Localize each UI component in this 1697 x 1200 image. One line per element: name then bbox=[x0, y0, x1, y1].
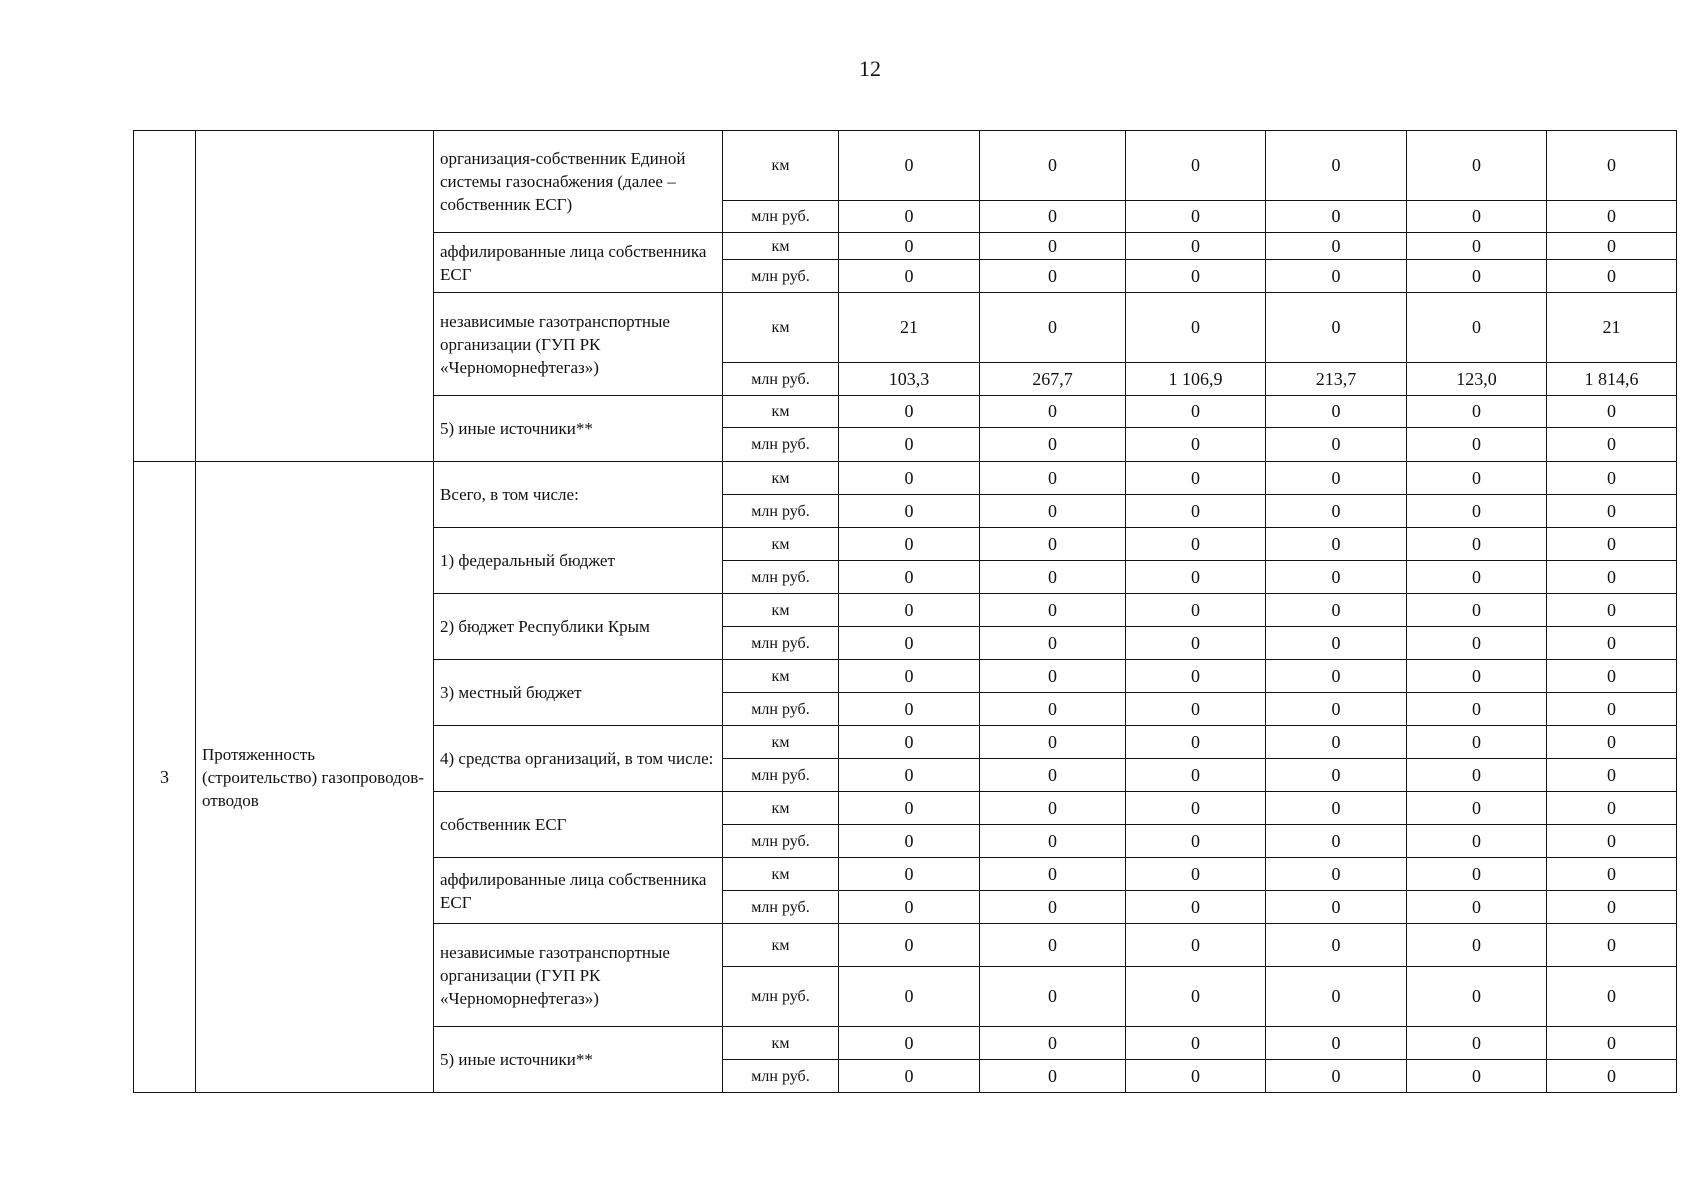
value-cell: 0 bbox=[1126, 660, 1266, 693]
unit-km: км bbox=[723, 396, 839, 428]
value-cell: 0 bbox=[1126, 858, 1266, 891]
unit-mln-rub: млн руб. bbox=[723, 495, 839, 528]
value-cell: 0 bbox=[1547, 891, 1677, 924]
value-cell: 0 bbox=[1547, 1027, 1677, 1060]
unit-mln-rub: млн руб. bbox=[723, 561, 839, 594]
value-cell: 0 bbox=[1266, 693, 1407, 726]
value-cell: 0 bbox=[1547, 462, 1677, 495]
value-cell: 0 bbox=[1126, 396, 1266, 428]
value-cell: 0 bbox=[1547, 131, 1677, 201]
value-cell: 0 bbox=[980, 1027, 1126, 1060]
unit-mln-rub: млн руб. bbox=[723, 201, 839, 233]
value-cell: 0 bbox=[839, 726, 980, 759]
source-label: 4) средства организаций, в том числе: bbox=[434, 726, 723, 792]
value-cell: 0 bbox=[1126, 131, 1266, 201]
value-cell: 0 bbox=[839, 260, 980, 293]
value-cell: 0 bbox=[1126, 627, 1266, 660]
value-cell: 0 bbox=[980, 759, 1126, 792]
value-cell: 0 bbox=[839, 627, 980, 660]
value-cell: 0 bbox=[1407, 825, 1547, 858]
value-cell: 0 bbox=[1126, 726, 1266, 759]
value-cell: 1 106,9 bbox=[1126, 363, 1266, 396]
value-cell: 0 bbox=[1266, 201, 1407, 233]
value-cell: 0 bbox=[1126, 428, 1266, 462]
value-cell: 0 bbox=[1547, 528, 1677, 561]
value-cell: 0 bbox=[1266, 891, 1407, 924]
value-cell: 0 bbox=[1266, 594, 1407, 627]
value-cell: 0 bbox=[839, 1060, 980, 1093]
unit-km: км bbox=[723, 726, 839, 759]
value-cell: 0 bbox=[1126, 759, 1266, 792]
unit-mln-rub: млн руб. bbox=[723, 627, 839, 660]
value-cell: 0 bbox=[1126, 825, 1266, 858]
unit-km: км bbox=[723, 1027, 839, 1060]
value-cell: 0 bbox=[1407, 594, 1547, 627]
value-cell: 0 bbox=[1407, 693, 1547, 726]
unit-mln-rub: млн руб. bbox=[723, 363, 839, 396]
value-cell: 0 bbox=[1126, 561, 1266, 594]
unit-mln-rub: млн руб. bbox=[723, 759, 839, 792]
value-cell: 0 bbox=[839, 891, 980, 924]
value-cell: 0 bbox=[1547, 260, 1677, 293]
unit-km: км bbox=[723, 462, 839, 495]
value-cell: 0 bbox=[980, 233, 1126, 260]
value-cell: 0 bbox=[980, 201, 1126, 233]
indicator-name bbox=[196, 131, 434, 462]
value-cell: 0 bbox=[1266, 428, 1407, 462]
value-cell: 0 bbox=[1407, 293, 1547, 363]
value-cell: 0 bbox=[1126, 1027, 1266, 1060]
value-cell: 0 bbox=[980, 858, 1126, 891]
value-cell: 0 bbox=[1266, 1060, 1407, 1093]
value-cell: 0 bbox=[1126, 792, 1266, 825]
value-cell: 0 bbox=[980, 967, 1126, 1027]
value-cell: 0 bbox=[1126, 693, 1266, 726]
value-cell: 0 bbox=[839, 561, 980, 594]
unit-km: км bbox=[723, 924, 839, 967]
value-cell: 0 bbox=[1266, 660, 1407, 693]
table-row bbox=[134, 131, 1677, 201]
source-label: организация-собственник Единой системы газоснабжения (далее – собственник ЕСГ) bbox=[434, 131, 723, 233]
source-label: 5) иные источники** bbox=[434, 1027, 723, 1093]
value-cell: 0 bbox=[1547, 858, 1677, 891]
unit-km: км bbox=[723, 233, 839, 260]
value-cell: 0 bbox=[1266, 260, 1407, 293]
value-cell: 0 bbox=[1266, 858, 1407, 891]
value-cell: 0 bbox=[980, 293, 1126, 363]
value-cell: 0 bbox=[839, 858, 980, 891]
value-cell: 213,7 bbox=[1266, 363, 1407, 396]
value-cell: 0 bbox=[1407, 627, 1547, 660]
value-cell: 0 bbox=[1547, 792, 1677, 825]
value-cell: 0 bbox=[839, 967, 980, 1027]
value-cell: 0 bbox=[1126, 260, 1266, 293]
value-cell: 0 bbox=[1126, 462, 1266, 495]
value-cell: 0 bbox=[839, 462, 980, 495]
value-cell: 0 bbox=[1407, 1060, 1547, 1093]
value-cell: 0 bbox=[839, 428, 980, 462]
value-cell: 0 bbox=[839, 528, 980, 561]
value-cell: 0 bbox=[839, 660, 980, 693]
value-cell: 0 bbox=[1407, 792, 1547, 825]
unit-mln-rub: млн руб. bbox=[723, 1060, 839, 1093]
value-cell: 0 bbox=[1266, 1027, 1407, 1060]
value-cell: 0 bbox=[980, 131, 1126, 201]
value-cell: 0 bbox=[839, 594, 980, 627]
value-cell: 0 bbox=[1126, 891, 1266, 924]
value-cell: 0 bbox=[980, 260, 1126, 293]
value-cell: 0 bbox=[839, 1027, 980, 1060]
value-cell: 0 bbox=[839, 924, 980, 967]
value-cell: 0 bbox=[980, 825, 1126, 858]
value-cell: 0 bbox=[1126, 924, 1266, 967]
unit-km: км bbox=[723, 293, 839, 363]
value-cell: 0 bbox=[980, 891, 1126, 924]
source-label: Всего, в том числе: bbox=[434, 462, 723, 528]
unit-km: км bbox=[723, 858, 839, 891]
value-cell: 0 bbox=[1407, 495, 1547, 528]
value-cell: 0 bbox=[1407, 660, 1547, 693]
source-label: собственник ЕСГ bbox=[434, 792, 723, 858]
value-cell: 0 bbox=[839, 792, 980, 825]
unit-mln-rub: млн руб. bbox=[723, 825, 839, 858]
value-cell: 0 bbox=[1126, 594, 1266, 627]
source-label: независимые газотранспортные организации (ГУП РК «Черноморнефтегаз») bbox=[434, 924, 723, 1027]
value-cell: 0 bbox=[1407, 131, 1547, 201]
value-cell: 0 bbox=[1547, 396, 1677, 428]
value-cell: 0 bbox=[1266, 396, 1407, 428]
unit-km: км bbox=[723, 594, 839, 627]
value-cell: 267,7 bbox=[980, 363, 1126, 396]
unit-mln-rub: млн руб. bbox=[723, 891, 839, 924]
value-cell: 0 bbox=[839, 495, 980, 528]
source-label: 1) федеральный бюджет bbox=[434, 528, 723, 594]
value-cell: 0 bbox=[1407, 561, 1547, 594]
value-cell: 0 bbox=[1266, 627, 1407, 660]
value-cell: 21 bbox=[839, 293, 980, 363]
page-number: 12 bbox=[859, 56, 881, 81]
value-cell: 0 bbox=[1407, 858, 1547, 891]
value-cell: 0 bbox=[1266, 462, 1407, 495]
value-cell: 0 bbox=[980, 396, 1126, 428]
value-cell: 0 bbox=[839, 131, 980, 201]
value-cell: 0 bbox=[980, 528, 1126, 561]
value-cell: 0 bbox=[1547, 627, 1677, 660]
value-cell: 0 bbox=[1266, 561, 1407, 594]
value-cell: 0 bbox=[1547, 594, 1677, 627]
value-cell: 0 bbox=[1547, 561, 1677, 594]
value-cell: 0 bbox=[1407, 233, 1547, 260]
value-cell: 0 bbox=[1126, 1060, 1266, 1093]
value-cell: 0 bbox=[1126, 201, 1266, 233]
value-cell: 0 bbox=[1407, 924, 1547, 967]
value-cell: 0 bbox=[1407, 1027, 1547, 1060]
value-cell: 0 bbox=[1547, 967, 1677, 1027]
value-cell: 0 bbox=[1407, 396, 1547, 428]
value-cell: 0 bbox=[1407, 260, 1547, 293]
value-cell: 0 bbox=[980, 792, 1126, 825]
value-cell: 0 bbox=[839, 693, 980, 726]
value-cell: 0 bbox=[1547, 428, 1677, 462]
unit-mln-rub: млн руб. bbox=[723, 260, 839, 293]
value-cell: 0 bbox=[1547, 495, 1677, 528]
funding-table bbox=[133, 130, 1677, 1093]
value-cell: 0 bbox=[1407, 528, 1547, 561]
value-cell: 0 bbox=[980, 594, 1126, 627]
source-label: аффилированные лица собственника ЕСГ bbox=[434, 233, 723, 293]
row-index: 3 bbox=[134, 462, 196, 1093]
value-cell: 0 bbox=[1407, 201, 1547, 233]
unit-mln-rub: млн руб. bbox=[723, 428, 839, 462]
value-cell: 0 bbox=[980, 924, 1126, 967]
unit-mln-rub: млн руб. bbox=[723, 967, 839, 1027]
unit-km: км bbox=[723, 660, 839, 693]
value-cell: 0 bbox=[1266, 233, 1407, 260]
value-cell: 0 bbox=[1126, 967, 1266, 1027]
value-cell: 0 bbox=[1547, 1060, 1677, 1093]
value-cell: 0 bbox=[1547, 693, 1677, 726]
value-cell: 0 bbox=[1547, 726, 1677, 759]
indicator-name: Протяженность (строительство) газопроводов-отводов bbox=[196, 462, 434, 1093]
source-label: аффилированные лица собственника ЕСГ bbox=[434, 858, 723, 924]
value-cell: 0 bbox=[839, 396, 980, 428]
value-cell: 0 bbox=[1407, 726, 1547, 759]
value-cell: 0 bbox=[1266, 967, 1407, 1027]
value-cell: 0 bbox=[839, 825, 980, 858]
value-cell: 0 bbox=[980, 726, 1126, 759]
value-cell: 0 bbox=[980, 561, 1126, 594]
value-cell: 0 bbox=[1266, 293, 1407, 363]
value-cell: 0 bbox=[1547, 924, 1677, 967]
value-cell: 0 bbox=[1126, 528, 1266, 561]
value-cell: 0 bbox=[980, 693, 1126, 726]
value-cell: 0 bbox=[1407, 891, 1547, 924]
unit-km: км bbox=[723, 131, 839, 201]
unit-mln-rub: млн руб. bbox=[723, 693, 839, 726]
table-row bbox=[134, 462, 1677, 495]
value-cell: 0 bbox=[1266, 726, 1407, 759]
value-cell: 0 bbox=[1407, 428, 1547, 462]
value-cell: 0 bbox=[980, 1060, 1126, 1093]
value-cell: 0 bbox=[1266, 825, 1407, 858]
value-cell: 0 bbox=[980, 627, 1126, 660]
source-label: 3) местный бюджет bbox=[434, 660, 723, 726]
value-cell: 0 bbox=[1266, 759, 1407, 792]
value-cell: 0 bbox=[1547, 233, 1677, 260]
value-cell: 103,3 bbox=[839, 363, 980, 396]
unit-km: км bbox=[723, 528, 839, 561]
value-cell: 0 bbox=[980, 495, 1126, 528]
source-label: 2) бюджет Республики Крым bbox=[434, 594, 723, 660]
value-cell: 0 bbox=[1547, 660, 1677, 693]
source-label: независимые газотранспортные организации (ГУП РК «Черноморнефтегаз») bbox=[434, 293, 723, 396]
value-cell: 0 bbox=[1266, 495, 1407, 528]
value-cell: 1 814,6 bbox=[1547, 363, 1677, 396]
value-cell: 0 bbox=[980, 428, 1126, 462]
table-body bbox=[134, 131, 1677, 1093]
value-cell: 0 bbox=[1407, 967, 1547, 1027]
value-cell: 0 bbox=[1266, 528, 1407, 561]
row-index bbox=[134, 131, 196, 462]
unit-km: км bbox=[723, 792, 839, 825]
value-cell: 0 bbox=[1547, 759, 1677, 792]
value-cell: 0 bbox=[839, 201, 980, 233]
value-cell: 0 bbox=[1547, 201, 1677, 233]
value-cell: 0 bbox=[1126, 233, 1266, 260]
value-cell: 0 bbox=[839, 233, 980, 260]
source-label: 5) иные источники** bbox=[434, 396, 723, 462]
value-cell: 0 bbox=[1266, 131, 1407, 201]
value-cell: 123,0 bbox=[1407, 363, 1547, 396]
value-cell: 0 bbox=[1407, 759, 1547, 792]
value-cell: 0 bbox=[1547, 825, 1677, 858]
value-cell: 0 bbox=[1407, 462, 1547, 495]
value-cell: 21 bbox=[1547, 293, 1677, 363]
value-cell: 0 bbox=[839, 759, 980, 792]
value-cell: 0 bbox=[1266, 792, 1407, 825]
value-cell: 0 bbox=[1266, 924, 1407, 967]
value-cell: 0 bbox=[980, 462, 1126, 495]
value-cell: 0 bbox=[1126, 293, 1266, 363]
value-cell: 0 bbox=[1126, 495, 1266, 528]
value-cell: 0 bbox=[980, 660, 1126, 693]
